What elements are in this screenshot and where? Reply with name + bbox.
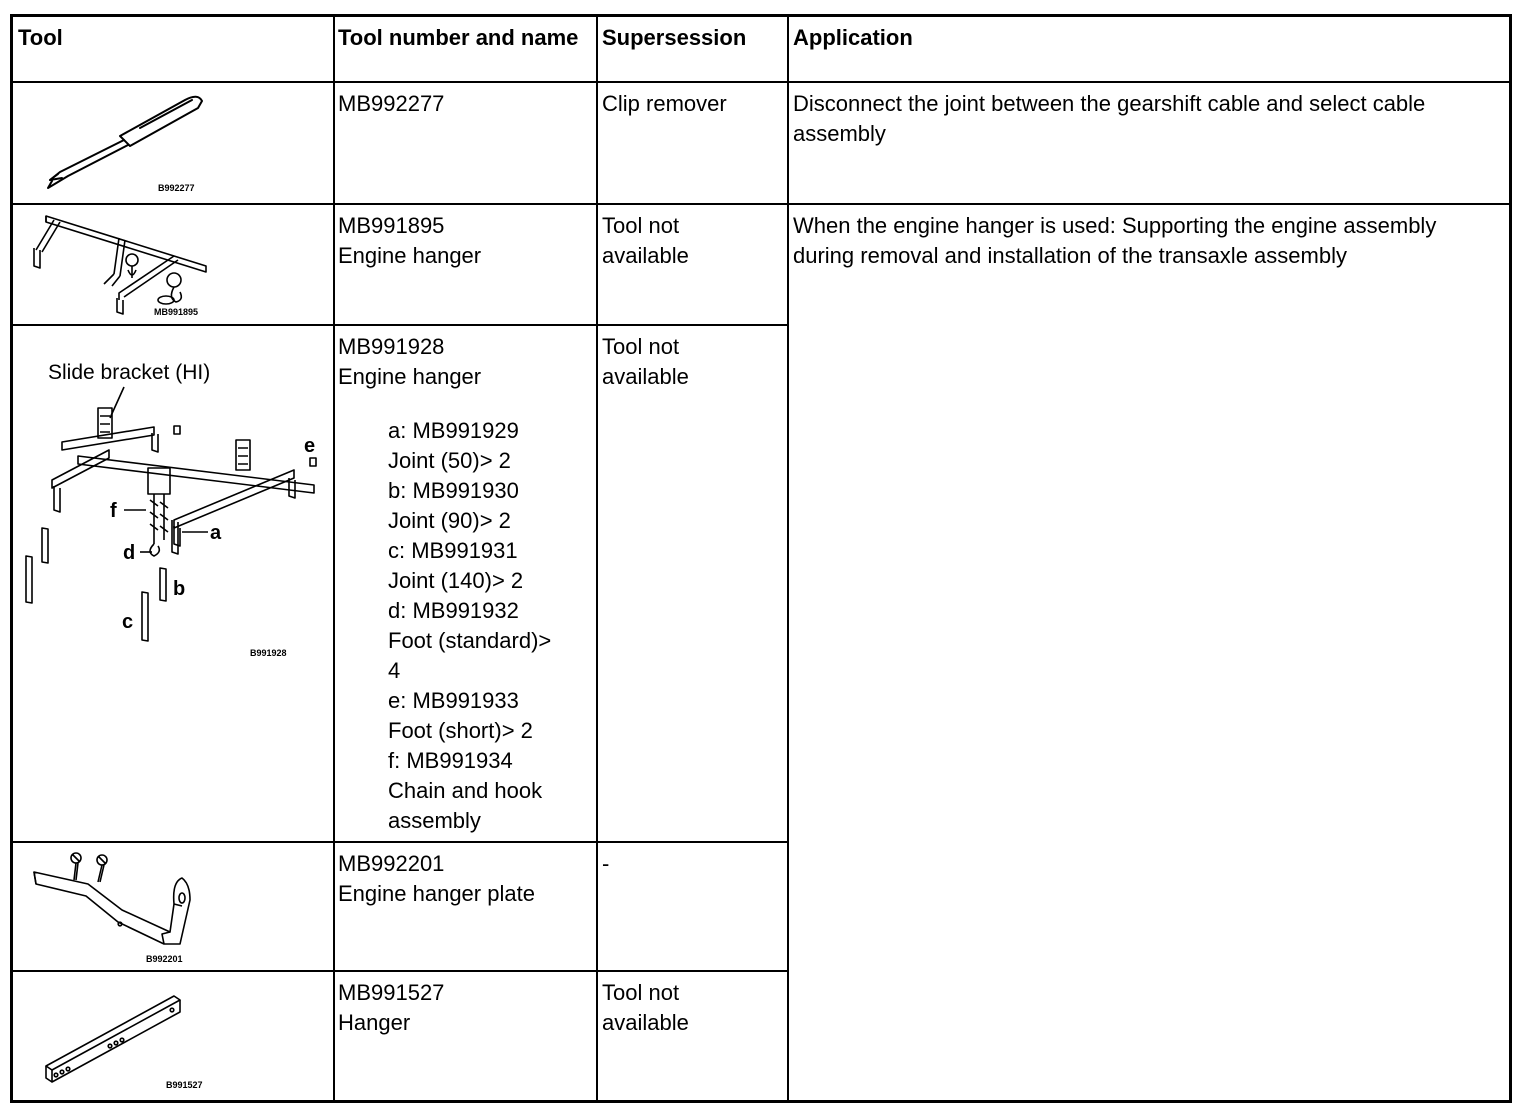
- component-line: Joint (140)> 2: [388, 568, 524, 593]
- engine-hanger-drawing: [24, 208, 324, 320]
- image-label: B991527: [166, 1080, 203, 1090]
- supersession: Tool not available: [602, 980, 689, 1035]
- row-divider: [10, 81, 1512, 83]
- tool-name: Engine hanger: [338, 243, 482, 268]
- header-supersession: Supersession: [602, 25, 747, 50]
- supersession: -: [602, 851, 610, 876]
- callout-f: f: [110, 500, 117, 522]
- header-application: Application: [793, 25, 913, 50]
- tool-number: MB991928: [338, 334, 445, 359]
- engine-hanger-kit-drawing: [14, 330, 330, 836]
- column-divider: [596, 14, 598, 1103]
- component-line: Chain and hook: [388, 778, 543, 803]
- clip-remover-drawing: [20, 88, 320, 198]
- tool-number: MB992277: [338, 91, 445, 116]
- component-line: c: MB991931: [388, 538, 518, 563]
- application: When the engine hanger is used: Supporting the engine assembly during removal and installation of the transaxle assembly: [793, 213, 1437, 268]
- component-line: 4: [388, 658, 401, 683]
- tool-name: Engine hanger plate: [338, 881, 535, 906]
- component-line: e: MB991933: [388, 688, 519, 713]
- tool-number: MB991527: [338, 980, 445, 1005]
- supersession: Tool not available: [602, 213, 689, 268]
- column-divider: [333, 14, 335, 1103]
- component-line: Joint (90)> 2: [388, 508, 511, 533]
- component-line: d: MB991932: [388, 598, 519, 623]
- supersession: Tool not available: [602, 334, 689, 389]
- hanger-plate-drawing: [22, 848, 322, 966]
- tool-name: Engine hanger: [338, 364, 482, 389]
- component-line: Foot (short)> 2: [388, 718, 533, 743]
- image-label: MB991895: [154, 307, 199, 317]
- component-line: b: MB991930: [388, 478, 519, 503]
- header-tool-number: Tool number and name: [338, 25, 579, 50]
- component-list: [388, 416, 551, 836]
- image-label: B992201: [146, 954, 183, 964]
- callout-e: e: [304, 435, 316, 457]
- tool-number: MB992201: [338, 851, 445, 876]
- callout-d: d: [123, 542, 136, 564]
- image-label: B991928: [250, 648, 287, 658]
- hanger-bar-drawing: [22, 978, 322, 1094]
- application: Disconnect the joint between the gearshift cable and select cable assembly: [793, 91, 1426, 146]
- component-line: Joint (50)> 2: [388, 448, 511, 473]
- callout-c: c: [122, 611, 134, 633]
- header-tool: Tool: [18, 25, 63, 50]
- tool-number: MB991895: [338, 213, 445, 238]
- supersession: Clip remover: [602, 91, 727, 116]
- component-line: Foot (standard)>: [388, 628, 552, 653]
- tool-name: Hanger: [338, 1010, 411, 1035]
- column-divider: [787, 14, 789, 1103]
- component-line: a: MB991929: [388, 418, 519, 443]
- callout-b: b: [173, 578, 186, 600]
- component-line: f: MB991934: [388, 748, 513, 773]
- image-caption: Slide bracket (HI): [48, 361, 211, 384]
- component-line: assembly: [388, 808, 481, 833]
- row-divider: [10, 324, 789, 326]
- callout-a: a: [210, 522, 222, 544]
- row-divider: [10, 841, 789, 843]
- row-divider: [10, 970, 789, 972]
- row-divider: [10, 203, 1512, 205]
- image-label: B992277: [158, 183, 195, 193]
